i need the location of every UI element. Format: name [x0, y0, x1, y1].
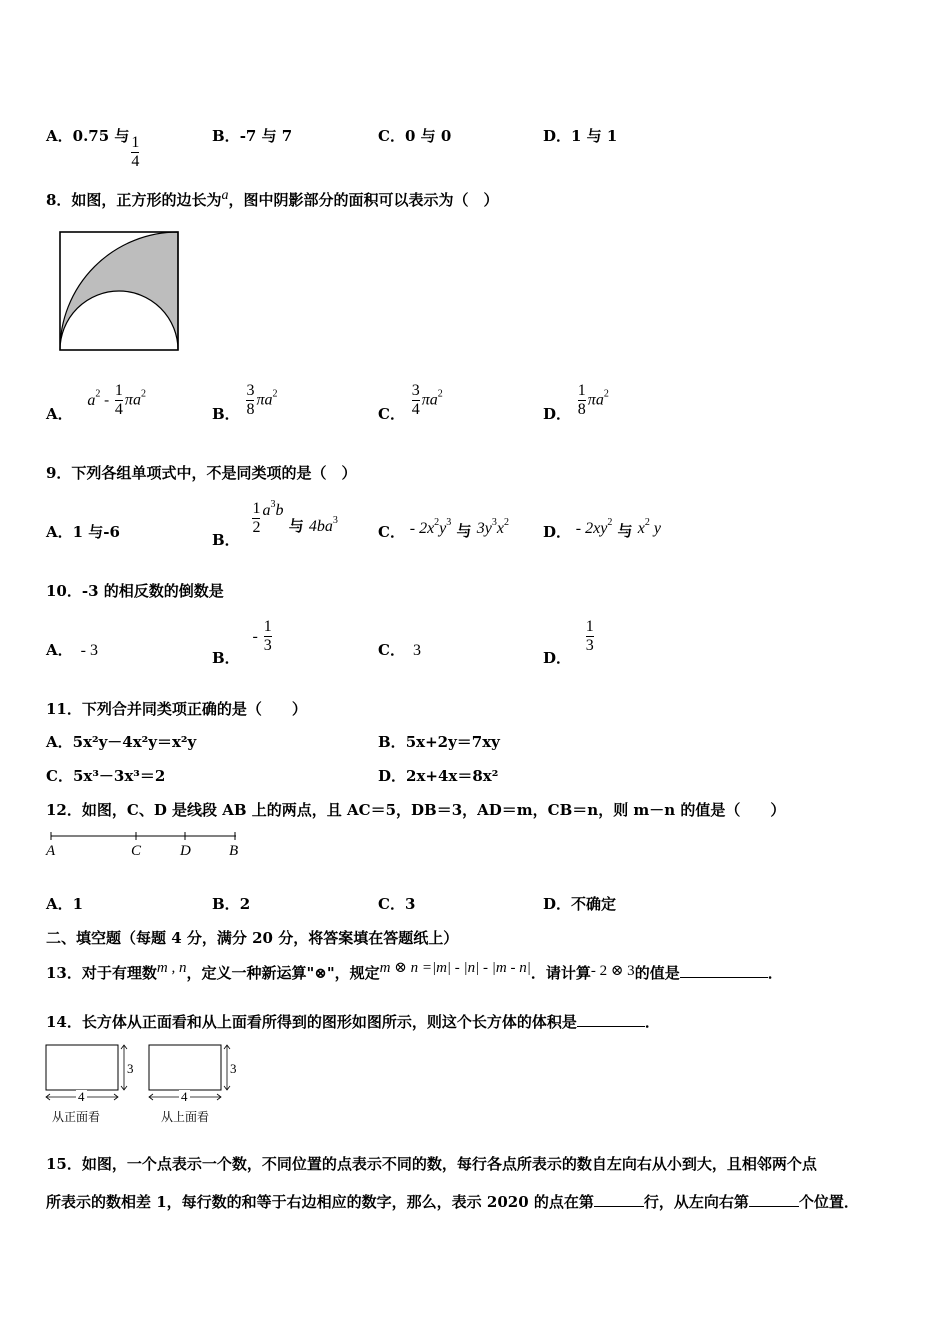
q11-option-d: D．2x+4x＝8x² [378, 767, 499, 785]
q12-point-d: D [180, 843, 191, 859]
q10-option-c: C． 3 [378, 641, 421, 659]
q10-option-b: B． - $\frac{1}{3}$ [212, 618, 272, 667]
svg-text:3: 3 [127, 1061, 134, 1076]
q12-option-d: D．不确定 [543, 895, 617, 913]
svg-text:4: 4 [181, 1089, 188, 1104]
q13-stem: 13．对于有理数m , n，定义一种新运算"⊗"，规定m ⊗ n =|m| - |n| - |m - n|．请计算- 2 ⊗ 3的值是 ． [46, 960, 783, 982]
q12-point-a: A [46, 843, 56, 859]
q14-top-rect [149, 1045, 221, 1090]
q15-line1: 15．如图，一个点表示一个数，不同位置的点表示不同的数，每行各点所表示的数自左向右从小到大，且相邻两个点 [46, 1155, 817, 1173]
q12-option-a: A．1 [46, 895, 84, 913]
q14-stem: 14．长方体从正面看和从上面看所得到的图形如图所示，则这个长方体的体积是 ． [46, 1013, 660, 1031]
q8-option-c: C． $\frac{3}{4}$ $\pi a^2$ [378, 382, 443, 423]
q11-stem: 11．下列合并同类项正确的是（ ） [46, 700, 307, 718]
q7-option-d: D．1 与 1 [543, 127, 618, 145]
svg-text:从正面看: 从正面看 [52, 1110, 101, 1124]
q9-option-a: A．1 与-6 [46, 523, 120, 541]
q8-square-figure [58, 230, 180, 352]
q8-shaded-region [60, 232, 178, 350]
svg-text:从上面看: 从上面看 [161, 1110, 210, 1124]
q9-stem: 9．下列各组单项式中，不是同类项的是（ ） [46, 464, 357, 482]
q7-option-c: C．0 与 0 [378, 127, 452, 145]
q7-option-a: A．0.75 与 $\frac{1}{4}$ [46, 127, 140, 170]
q8-stem: 8．如图，正方形的边长为a，图中阴影部分的面积可以表示为（ ） [46, 188, 499, 209]
q9-option-c: C． - $2x^2y^3$ 与 $3y^3x^2$ [378, 517, 509, 541]
q8-option-b: B． $\frac{3}{8}$ $\pi a^2$ [212, 382, 278, 423]
q11-option-c: C．5x³－3x³＝2 [46, 767, 166, 785]
q14-front-view-figure [44, 1043, 139, 1127]
q9-option-b: B． $\frac{1}{2}$ $a^3b$ 与 4ba3 [212, 498, 338, 549]
q12-option-b: B．2 [212, 895, 251, 913]
q10-option-a: A． - 3 [46, 641, 98, 659]
q12-stem: 12．如图，C、D 是线段 AB 上的两点，且 AC＝5，DB＝3，AD＝m，CB＝n，则 m－n 的值是（ ） [46, 801, 786, 819]
section2-title: 二、填空题（每题 4 分，满分 20 分，将答案填在答题纸上） [46, 929, 459, 947]
q15-line2: 所表示的数相差 1，每行数的和等于右边相应的数字，那么，表示 2020 的点在第 行，从左向右第 个位置． [46, 1193, 859, 1211]
q11-option-a: A．5x²y－4x²y＝x²y [46, 733, 197, 751]
q10-option-d: D． $\frac{1}{3}$ [543, 618, 594, 667]
svg-text:3: 3 [230, 1061, 237, 1076]
q11-option-b: B．5x+2y＝7xy [378, 733, 500, 751]
q7-option-b: B．-7 与 7 [212, 127, 293, 145]
q9-option-d: D． - $2xy^2$ 与 $x^2$ y [543, 517, 661, 541]
q14-front-rect [46, 1045, 118, 1090]
q10-stem: 10．-3 的相反数的倒数是 [46, 582, 224, 600]
q12-segment-figure [44, 830, 244, 860]
q12-point-b: B [229, 843, 239, 859]
q8-option-a: A． $a^2$ - $\frac{1}{4}$ $\pi a^2$ [46, 382, 146, 423]
q8-option-d: D． $\frac{1}{8}$ $\pi a^2$ [543, 382, 609, 423]
svg-text:4: 4 [78, 1089, 85, 1104]
q12-point-c: C [131, 843, 142, 859]
q12-option-c: C．3 [378, 895, 416, 913]
q14-top-view-figure [147, 1043, 242, 1127]
